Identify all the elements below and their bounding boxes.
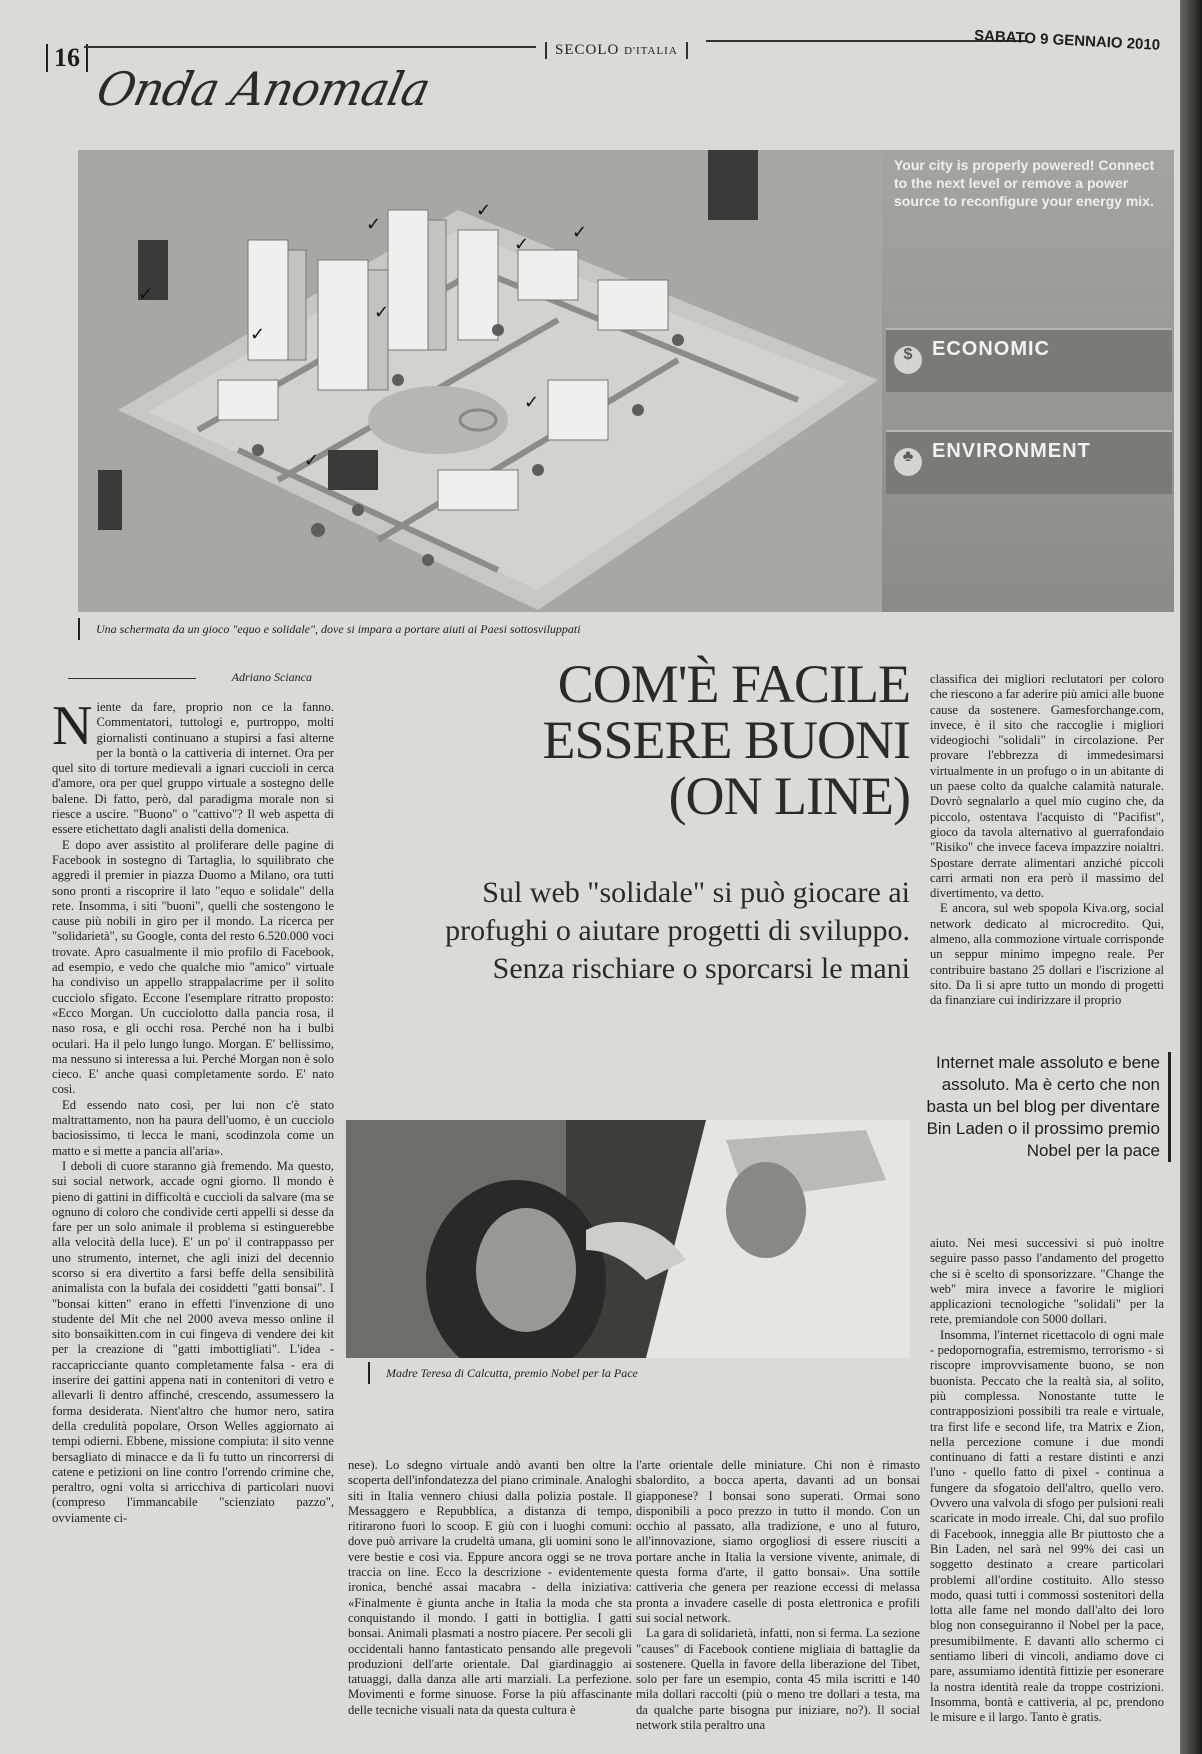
subheadline: Sul web "solidale" si può giocare ai profughi o aiutare progetti di sviluppo. Senza rischiare o sporcarsi le mani [445,876,910,985]
issue-date: SABATO 9 GENNAIO 2010 [973,27,1161,54]
svg-text:✓: ✓ [514,234,530,255]
svg-text:✓: ✓ [366,214,382,235]
paragraph-text: iente da fare, proprio non ce la fanno. Commentatori, tuttologi e, purtroppo, molti giornalisti continuano a stupirsi a fasi alterne per la bontà o la cattiveria di internet. Ora per quel sito di torture medievali a ignari cuccioli in cerca d'amore, ora per quel gruppo virtuale a sostegno delle balene. Di fatto, però, dal paradigma morale non si riesce a uscire. "Buono" o "cattivo"? Il web aspetta di essere etichettato dagli analisti della domenica. [52,700,334,837]
isometric-city-illustration [78,150,882,612]
paragraph: aiuto. Nei mesi successivi si può inoltre seguire passo passo l'andamento del progetto che si è scelto di sponsorizzare. "Change the web" mira invece a favorire le migliori applicazioni tecnologiche "solidali" per la rete, premiandole con 5000 dollari. [930,1236,1164,1327]
game-side-panel [882,150,1174,612]
paragraph: nese). Lo sdegno virtuale andò avanti ben oltre la scoperta dell'infondatezza del piano criminale. Analoghi siti in Italia vennero chiusi dalla polizia postale. Il Messaggero e Repubblica, a distanza di tempo, ritirarono fuori lo scoop. E giù con i luoghi comuni: dove può arrivare la crudeltà umana, gli uomini sono le vere bestie e così via. Eppure ancora oggi se ne trova traccia on line. Ecco la descrizione - evidentemente ironica, benché assai macabra - della iniziativa: «Finalmente è giunta anche in Italia la moda che sta conquistando il mondo. I gatti in bottiglia. I gatti bonsai. Animali plasmati a nostro piacere. Per secoli gli occidentali hanno fantasticato pensando alle pregevoli produzioni dell'arte orientale. Dal giardinaggio ai tatuaggi, dalla danza alle arti marziali. La perfezione. Movimenti e forme sinuose. Forse la più affascinante delle tecniche visuali nata da questa cultura è [348,1458,632,1717]
environment-label: ENVIRONMENT [932,440,1091,462]
paragraph [52,700,334,838]
page-binding-shadow [1180,0,1202,1754]
column-right-top [930,672,1164,1010]
svg-text:✓: ✓ [524,392,540,413]
mother-teresa-photo [346,1120,910,1358]
game-screenshot-image [78,150,1174,612]
svg-text:✓: ✓ [250,324,266,345]
svg-text:✓: ✓ [138,284,154,305]
column-bottom-1 [348,1458,632,1748]
svg-text:✓: ✓ [304,450,320,471]
paragraph: l'arte orientale delle miniature. Chi non è rimasto sbalordito, a bocca aperta, davanti ad un bonsai giapponese? I bonsai sono superati. Ormai sono disponibili a poco prezzo in tutto il mondo. Con un occhio al passato, alla tradizione, e uno al futuro, all'innovazione, siamo orgogliosi di essere riusciti a portare anche in Italia la versione vivente, animale, di questa forma d'arte, il gatto bonsai». Una sottile cattiveria che genera per reazione eccessi di melassa pronta a invadere caselle di posta elettronica e profili sui social network. [636,1458,920,1625]
newspaper-name-main: SECOLO [555,42,620,58]
paragraph: classifica dei migliori reclutatori per coloro che riescono a far aderire più amici alle buone cause da sostenere. Gamesforchange.com, invece, è il sito che raccoglie i migliori videogiochi "solidali" in circolazione. Per provare l'ebbrezza di immedesimarsi virtualmente in un profugo o in un abitante di un paese colto da qualche calamità naturale. Dovrò segnalarlo a quel mio cugino che, da piccolo, ostentava l'acquisto di "Pacifist", gioco da tavola alternativo al guerrafondaio "Risiko" che invece faceva impazzire noialtri. Spostare derrate alimentari anziché piccoli carri armati non era però il massimo del divertimento, va detto. [930,672,1164,901]
headline-line: ESSERE BUONI [542,710,910,770]
dollar-icon: $ [894,346,922,374]
headline-line: (ON LINE) [668,766,910,826]
pull-quote: Internet male assoluto e bene assoluto. Ma è certo che non basta un bel blog per diventare Bin Laden o il prossimo premio Nobel per la pace [920,1052,1171,1162]
environment-row [886,430,1172,494]
byline: Adriano Scianca [68,670,312,685]
drop-cap: N [52,700,93,757]
column-1 [52,700,334,1740]
section-rubric: Onda Anomala [92,62,435,116]
photo-caption: Madre Teresa di Calcutta, premio Nobel per la Pace [368,1362,638,1384]
header-rule-left [84,46,536,48]
panel-message: Your city is properly powered! Connect to the next level or remove a power source to reconfigure your energy mix. [894,157,1155,209]
svg-text:✓: ✓ [476,200,492,221]
economic-row [886,328,1172,392]
paragraph: E dopo aver assistito al proliferare delle pagine di Facebook in sostegno di Tartaglia, lo squilibrato che aggredì il premier in piazza Duomo a Milano, ora tutti sono pronti a riscoprire il lato "equo e solidale" della rete. Insomma, i siti "buoni", quelli che sostengono le cause più nobili in giro per il mondo. La ricerca per "solidarietà", su Google, conta del resto 6.520.000 voci trovate. Apro casualmente il mio profilo di Facebook, ad esempio, e vedo che qualche mio "amico" virtuale ha condiviso un appello strappalacrime per il solito cucciolo sfigato. Eccone l'esemplare ritratto proposto: «Ecco Morgan. Un cucciolotto dalla pancia rosa, il naso rosa, e gli occhi rosa. Perché non ha i bulbi oculari. Ha il pelo lungo lungo. Morgan. E' bellissimo, ma nessuno si interessa a lui. Perché Morgan non è solo cieco. E' anche quasi completamente sordo. E' nato così. [52,837,334,1097]
paragraph: E ancora, sul web spopola Kiva.org, social network dedicato al microcredito. Qui, almeno, alla commozione virtuale corrisponde un seppur minimo impegno reale. Per contribuire bastano 25 dollari e l'iscrizione al sito. Da lì si apre tutto un mondo di progetti da finanziare cui indirizzare il proprio [930,901,1164,1008]
page-number: 16 [46,44,88,72]
newspaper-name [545,42,688,59]
svg-text:✓: ✓ [572,222,588,243]
column-bottom-2 [636,1458,920,1748]
paragraph: La gara di solidarietà, infatti, non si ferma. La sezione "causes" di Facebook contiene migliaia di battaglie da sostenere. Quella in favore della liberazione del Tibet, solo per fare un esempio, conta 45 mila iscritti e 140 mila dollari raccolti (più o meno tre dollari a testa, ma da qualche parte bisogna pur iniziare, no?). Il social network stila peraltro una [636,1626,920,1733]
svg-text:✓: ✓ [374,302,390,323]
newspaper-name-small: D'ITALIA [624,45,678,57]
headline [430,656,910,824]
photo-illustration [346,1120,910,1358]
image-caption: Una schermata da un gioco "equo e solidale", dove si impara a portare aiuti ai Paesi sottosviluppati [78,618,581,640]
economic-label: ECONOMIC [932,338,1050,360]
paragraph: I deboli di cuore staranno già fremendo. Ma questo, sui social network, accade ogni giorno. Il mondo è pieno di gattini in difficoltà e cuccioli da salvare (ma se ognuno di coloro che condivide certi appelli si desse da fare per un solo animale il problema si estinguerebbe alla velocità della luce). E' un po' il contrappasso per uno strumento, internet, che agli inizi del decennio scorso si era divertito a farsi beffe della sensibilità animalista con la bufala dei cosiddetti "gatti bonsai". I "bonsai kitten" erano in effetti l'invenzione di uno studente del Mit che nel 2000 aveva messo online il sito bonsaikitten.com in cui fingeva di vendere dei kit per la creazione di "gatti imbottigliati". L'idea - raccapricciante quanto completamente falsa - era di inserire dei gattini appena nati in contenitori di vetro e allevarli lì dentro affinché, crescendo, assumessero la forma desiderata. Nient'altro che humor nero, satira della credulità popolare, Orson Welles aggiornato ai tempi odierni. Ebbene, missione compiuta: il sito venne bersagliato di minacce e da lì fu tutto un rincorrersi di catene e petizioni on line contro l'orrendo crimine che, peraltro, ogni volta si arricchiva di particolari nuovi (compreso l'immancabile "scienziato pazzo", ovviamente ci- [52,1158,334,1525]
paragraph: Insomma, l'internet ricettacolo di ogni male - pedopornografia, estremismo, terrorismo - si riscopre improvvisamente buono, se non buonista. Peccato che la realtà sia, al solito, più complessa. Nonostante tutte le contrapposizioni possibili tra reale e virtuale, tra first life e second life, tra Matrix e Zion, nella percezione comune i due mondi continuano di fatti a restare distinti e anzi l'uno - quello fatto di pixel - continua a fungere da sfogatoio dell'altro, quello vero. Ovvero una valvola di sfogo per pulsioni reali scaricate in modo irreale. Chi, dal suo profilo di Facebook, inneggia alle Br piuttosto che a Bin Laden, nel sarà nel 99% dei casi un soggetto destinato a creare particolari problemi all'ordine costituito. Allo stesso modo, quasi tutti i commossi sostenitori della lotta alle fame nel mondo dall'alto dei loro blog non conseguiranno il Nobel per la pace, presumibilmente. E davanti allo schermo ci sentiamo liberi di vincoli, andiamo dove ci pare, assumiamo identità fittizie per esonerare la nostra identità reale da troppe costrizioni. Insomma, bontà e cattiveria, al pc, prendono le misure e il largo. Tanto è gratis. [930,1327,1164,1725]
column-right-bottom [930,1236,1164,1754]
paragraph: Ed essendo nato così, per lui non c'è stato maltrattamento, non ha paura dell'uomo, è un cucciolo baciosissimo, ti lecca le mani, scodinzola come un matto e si mette a pancia all'aria». [52,1097,334,1158]
headline-line: COM'È FACILE [557,654,910,714]
leaf-icon: ♣ [894,448,922,476]
